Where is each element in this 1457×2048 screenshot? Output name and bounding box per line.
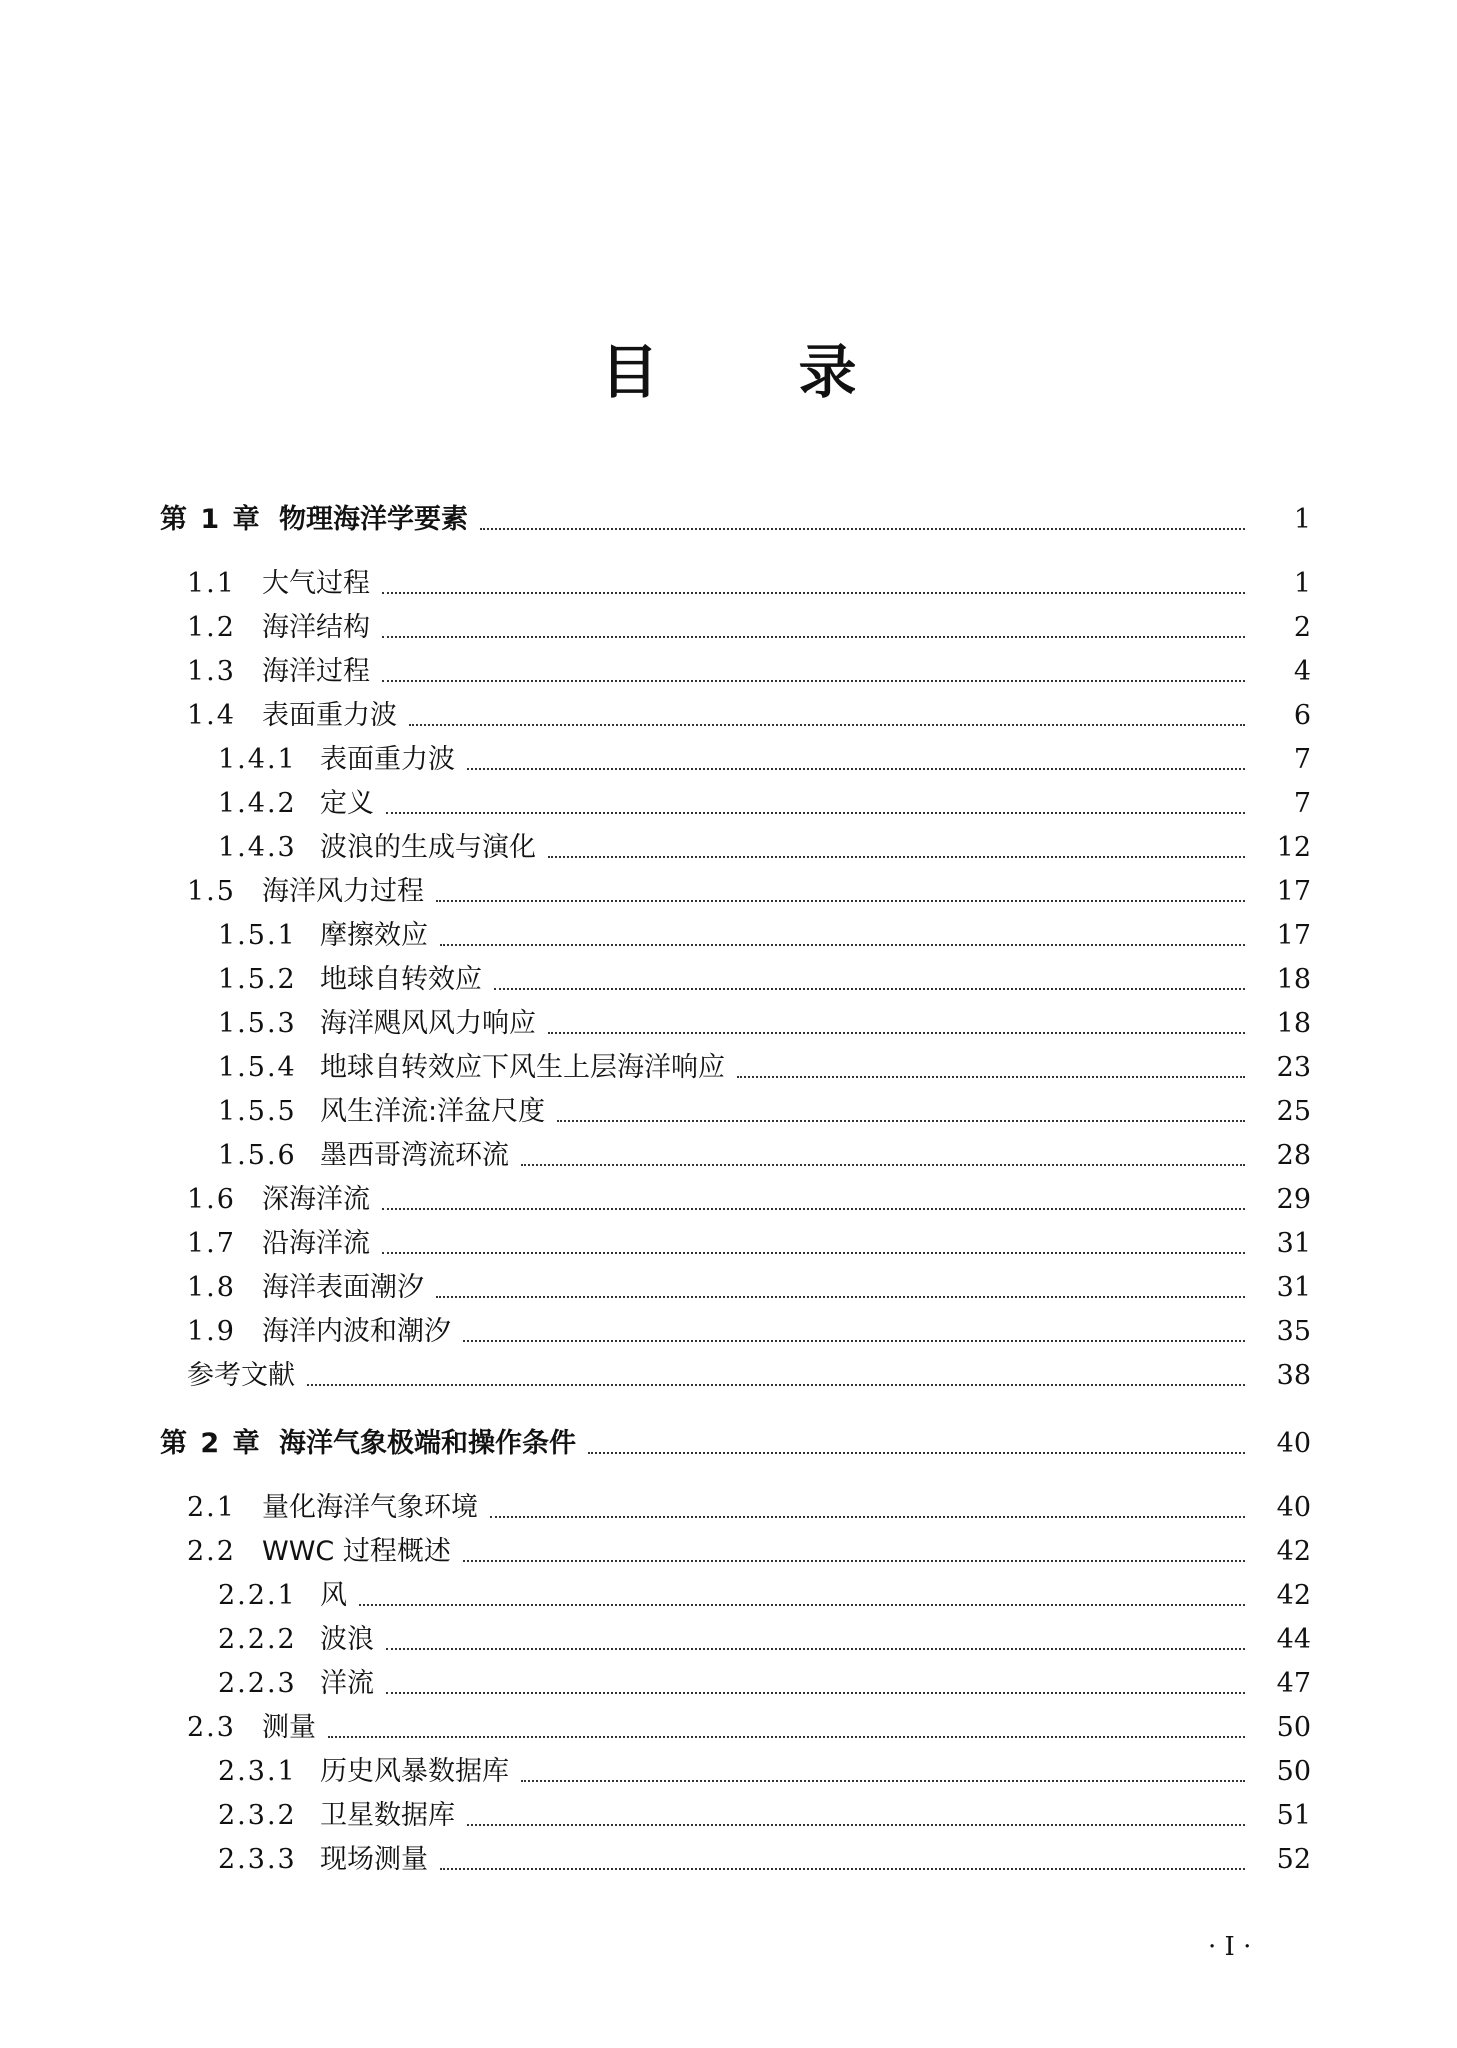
toc-entry-title: 海洋风力过程 [262, 876, 424, 907]
toc-entry-number: 2.3 [187, 1712, 236, 1743]
toc-entry-title: 墨西哥湾流环流 [320, 1140, 509, 1171]
dot-leader [737, 1076, 1245, 1078]
toc-entry-number: 第 2 章 [160, 1428, 262, 1459]
dot-leader [436, 1296, 1245, 1298]
dot-leader [382, 1208, 1245, 1210]
toc-entry-number: 1.4 [187, 700, 236, 731]
dot-leader [494, 988, 1245, 990]
toc-entry-number: 1.5.6 [218, 1140, 297, 1171]
toc-entry-row[interactable] [0, 1618, 1457, 1662]
dot-leader [382, 1252, 1245, 1254]
toc-page-number: 7 [1293, 744, 1311, 775]
toc-entry-title: 风生洋流:洋盆尺度 [320, 1096, 546, 1127]
toc-entry-row[interactable] [0, 1178, 1457, 1222]
toc-entry-number: 1.4.3 [218, 832, 297, 863]
toc-entry-title: 定义 [320, 788, 374, 819]
toc-entry-number: 1.5.5 [218, 1096, 297, 1127]
toc-entry-row[interactable] [0, 1706, 1457, 1750]
dot-leader [409, 724, 1245, 726]
dot-leader [521, 1164, 1245, 1166]
dot-leader [382, 680, 1245, 682]
toc-entry-row[interactable] [0, 1662, 1457, 1706]
dot-leader [382, 636, 1245, 638]
toc-entry-row[interactable] [0, 1046, 1457, 1090]
dot-leader [436, 900, 1245, 902]
toc-page-number: 31 [1276, 1272, 1311, 1303]
dot-leader [359, 1604, 1245, 1606]
toc-page-number: 6 [1293, 700, 1311, 731]
toc-page-number: 18 [1276, 1008, 1311, 1039]
toc-entry-title: 物理海洋学要素 [279, 504, 468, 535]
dot-leader [463, 1340, 1245, 1342]
toc-entry-row[interactable] [0, 826, 1457, 870]
toc-entry-number: 1.4.2 [218, 788, 297, 819]
toc-page-number: 4 [1293, 656, 1311, 687]
toc-entry-row[interactable] [0, 1134, 1457, 1178]
dot-leader [328, 1736, 1245, 1738]
toc-page-number: 40 [1276, 1428, 1311, 1459]
toc-entry-number: 1.5.3 [218, 1008, 297, 1039]
toc-entry-row[interactable] [0, 650, 1457, 694]
page-number-footer: · I · [1208, 1932, 1252, 1962]
toc-chapter-row[interactable] [0, 498, 1457, 542]
toc-page-number: 7 [1293, 788, 1311, 819]
toc-page-number: 44 [1276, 1624, 1311, 1655]
toc-entry-number: 1.4.1 [218, 744, 297, 775]
toc-entry-title: 海洋气象极端和操作条件 [279, 1428, 576, 1459]
toc-entry-title: 海洋飓风风力响应 [320, 1008, 536, 1039]
toc-entry-row[interactable] [0, 606, 1457, 650]
toc-entry-title: 海洋过程 [262, 656, 370, 687]
toc-entry-title: 卫星数据库 [320, 1800, 455, 1831]
toc-entry-title: 海洋结构 [262, 612, 370, 643]
dot-leader [386, 812, 1245, 814]
toc-entry-title: 大气过程 [262, 568, 370, 599]
toc-page-number: 50 [1276, 1756, 1311, 1787]
toc-entry-row[interactable] [0, 738, 1457, 782]
dot-leader [440, 1868, 1245, 1870]
toc-page-number: 31 [1276, 1228, 1311, 1259]
toc-page-number: 12 [1276, 832, 1311, 863]
dot-leader [480, 528, 1245, 530]
toc-entry-number: 1.5.4 [218, 1052, 297, 1083]
toc-entry-title: WWC 过程概述 [262, 1536, 451, 1567]
dot-leader [386, 1648, 1245, 1650]
toc-page-number: 28 [1276, 1140, 1311, 1171]
toc-entry-row[interactable] [0, 1838, 1457, 1882]
toc-entry-number: 2.2.1 [218, 1580, 297, 1611]
toc-entry-number: 1.7 [187, 1228, 236, 1259]
dot-leader [467, 1824, 1245, 1826]
toc-entry-number: 1.6 [187, 1184, 236, 1215]
toc-entry-title: 海洋表面潮汐 [262, 1272, 424, 1303]
toc-page-number: 42 [1276, 1580, 1311, 1611]
dot-leader [548, 1032, 1245, 1034]
toc-entry-number: 1.8 [187, 1272, 236, 1303]
toc-page-number: 35 [1276, 1316, 1311, 1347]
toc-entry-number: 2.2 [187, 1536, 236, 1567]
toc-entry-row[interactable] [0, 1266, 1457, 1310]
toc-entry-number: 1.3 [187, 656, 236, 687]
toc-entry-title: 沿海洋流 [262, 1228, 370, 1259]
toc-entry-number: 1.5.1 [218, 920, 297, 951]
toc-page-number: 50 [1276, 1712, 1311, 1743]
toc-page-number: 18 [1276, 964, 1311, 995]
toc-entry-number: 1.1 [187, 568, 236, 599]
toc-page-number: 38 [1276, 1360, 1311, 1391]
toc-page-number: 40 [1276, 1492, 1311, 1523]
toc-entry-number: 1.9 [187, 1316, 236, 1347]
toc-page-number: 29 [1276, 1184, 1311, 1215]
toc-entry-title: 深海洋流 [262, 1184, 370, 1215]
dot-leader [307, 1384, 1245, 1386]
toc-entry-row[interactable] [0, 1750, 1457, 1794]
toc-entry-title: 历史风暴数据库 [320, 1756, 509, 1787]
toc-entry-row[interactable] [0, 1310, 1457, 1354]
toc-entry-row[interactable] [0, 958, 1457, 1002]
toc-entry-number: 2.2.3 [218, 1668, 297, 1699]
toc-entry-number: 2.3.3 [218, 1844, 297, 1875]
toc-entry-row[interactable] [0, 782, 1457, 826]
dot-leader [467, 768, 1245, 770]
toc-entry-number: 1.5 [187, 876, 236, 907]
toc-page-number: 47 [1276, 1668, 1311, 1699]
toc-entry-row[interactable] [0, 562, 1457, 606]
toc-entry-title: 摩擦效应 [320, 920, 428, 951]
toc-page-number: 2 [1293, 612, 1311, 643]
toc-entry-number: 2.3.1 [218, 1756, 297, 1787]
toc-page-number: 52 [1276, 1844, 1311, 1875]
toc-page-number: 42 [1276, 1536, 1311, 1567]
dot-leader [382, 592, 1245, 594]
toc-entry-title: 表面重力波 [320, 744, 455, 775]
toc-entry-title: 表面重力波 [262, 700, 397, 731]
dot-leader [463, 1560, 1245, 1562]
dot-leader [588, 1452, 1245, 1454]
toc-entry-row[interactable] [0, 870, 1457, 914]
toc-entry-title: 地球自转效应 [320, 964, 482, 995]
toc-entry-row[interactable] [0, 1794, 1457, 1838]
toc-entry-title: 海洋内波和潮汐 [262, 1316, 451, 1347]
toc-entry-title: 测量 [262, 1712, 316, 1743]
toc-chapter-row[interactable] [0, 1422, 1457, 1466]
title-char-1: 目 [600, 338, 659, 406]
toc-entry-number: 第 1 章 [160, 504, 262, 535]
toc-entry-title: 波浪 [320, 1624, 374, 1655]
toc-entry-row[interactable] [0, 914, 1457, 958]
toc-entry-row[interactable] [0, 1530, 1457, 1574]
toc-page-number: 25 [1276, 1096, 1311, 1127]
toc-page-number: 17 [1276, 876, 1311, 907]
toc-entry-row[interactable] [0, 1486, 1457, 1530]
toc-entry-number: 2.3.2 [218, 1800, 297, 1831]
dot-leader [386, 1692, 1245, 1694]
toc-entry-title: 风 [320, 1580, 347, 1611]
toc-entry-row[interactable] [0, 1222, 1457, 1266]
toc-entry-row[interactable] [0, 1090, 1457, 1134]
dot-leader [548, 856, 1245, 858]
toc-entry-row[interactable] [0, 1574, 1457, 1618]
toc-page-number: 1 [1293, 504, 1311, 535]
toc-entry-row[interactable] [0, 694, 1457, 738]
toc-entry-number: 1.5.2 [218, 964, 297, 995]
dot-leader [490, 1516, 1245, 1518]
toc-entry-number: 2.1 [187, 1492, 236, 1523]
toc-entry-title: 现场测量 [320, 1844, 428, 1875]
toc-entry-title: 量化海洋气象环境 [262, 1492, 478, 1523]
toc-entry-row[interactable] [0, 1002, 1457, 1046]
toc-entry-title: 波浪的生成与演化 [320, 832, 536, 863]
toc-entry-number: 2.2.2 [218, 1624, 297, 1655]
toc-page-number: 17 [1276, 920, 1311, 951]
toc-entry-title: 洋流 [320, 1668, 374, 1699]
toc-entry-title: 参考文献 [187, 1360, 295, 1391]
toc-page-number: 1 [1293, 568, 1311, 599]
toc-entry-title: 地球自转效应下风生上层海洋响应 [320, 1052, 725, 1083]
title-char-2: 录 [798, 338, 857, 406]
dot-leader [557, 1120, 1245, 1122]
dot-leader [521, 1780, 1245, 1782]
toc-page-number: 51 [1276, 1800, 1311, 1831]
dot-leader [440, 944, 1245, 946]
toc-page-number: 23 [1276, 1052, 1311, 1083]
toc-entry-row[interactable] [0, 1354, 1457, 1398]
toc-entry-number: 1.2 [187, 612, 236, 643]
